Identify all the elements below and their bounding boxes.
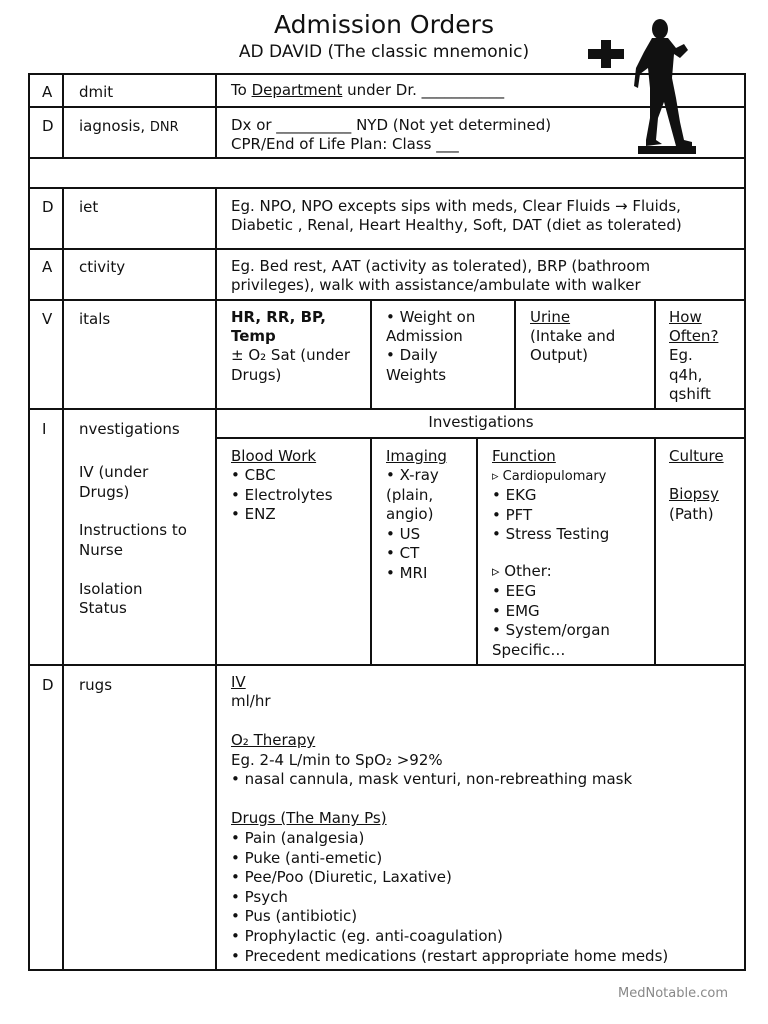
drugs-letter: D xyxy=(42,676,54,694)
row-divider xyxy=(28,187,746,189)
imaging-item: • MRI xyxy=(386,563,428,582)
vitals-drugs: Drugs) xyxy=(231,366,282,384)
function-other-item: • EEG xyxy=(492,582,537,600)
column-divider xyxy=(370,299,372,410)
watermark: MedNotable.com xyxy=(618,986,728,1001)
vitals-freq-3: Eg. xyxy=(669,346,693,364)
drugs-iv-rate: ml/hr xyxy=(231,692,271,710)
diagnosis-letter: D xyxy=(42,117,54,135)
investigations-letter: I xyxy=(42,420,47,438)
vitals-urine-head: Urine xyxy=(530,308,571,326)
function-head: Function xyxy=(492,447,556,465)
column-divider xyxy=(654,299,656,410)
admit-letter: A xyxy=(42,83,53,101)
admit-label: dmit xyxy=(79,83,114,101)
drug-item: • Prophylactic (eg. anti-coagulation) xyxy=(231,927,503,945)
table-border xyxy=(744,73,746,971)
blood-work-head: Blood Work xyxy=(231,447,317,465)
biopsy-sub: (Path) xyxy=(669,505,714,523)
vitals-label: itals xyxy=(79,310,111,328)
drug-item: • Psych xyxy=(231,887,288,906)
column-divider xyxy=(370,437,372,666)
function-item: • EKG xyxy=(492,486,537,504)
imaging-item: • CT xyxy=(386,544,420,562)
drug-item: • Pain (analgesia) xyxy=(231,829,365,847)
vitals-hr-rr-bp: HR, RR, BP, xyxy=(231,308,326,326)
drug-item: • Puke (anti-emetic) xyxy=(231,848,383,867)
medical-cross-icon xyxy=(588,40,624,68)
vitals-weight-3: • Daily xyxy=(386,346,438,364)
imaging-item: (plain, xyxy=(386,485,434,504)
function-other-item: • EMG xyxy=(492,601,540,620)
vitals-temp: Temp xyxy=(231,327,276,345)
drug-item: • Pus (antibiotic) xyxy=(231,907,358,926)
drugs-label: rugs xyxy=(79,676,113,694)
column-divider xyxy=(476,437,478,666)
drug-item: • Pee/Poo (Diuretic, Laxative) xyxy=(231,868,452,887)
imaging-item: angio) xyxy=(386,505,434,523)
vitals-freq-4: q4h, xyxy=(669,366,703,384)
vitals-urine-2: (Intake and xyxy=(530,327,616,345)
drugs-many-ps-head: Drugs (The Many Ps) xyxy=(231,809,387,827)
vitals-urine-3: Output) xyxy=(530,346,588,364)
vitals-weight-4: Weights xyxy=(386,366,447,384)
column-divider xyxy=(62,187,64,971)
row-divider xyxy=(28,299,746,301)
investigations-isolation-2: Status xyxy=(79,599,127,617)
david-statue-icon xyxy=(626,18,702,154)
column-divider xyxy=(514,299,516,410)
vitals-o2-sat: ± O₂ Sat (under xyxy=(231,346,351,364)
activity-line1: Eg. Bed rest, AAT (activity as tolerated), BRP (bathroom xyxy=(231,257,651,275)
blood-work-item: • ENZ xyxy=(231,505,276,523)
culture-head: Culture xyxy=(669,447,724,465)
diet-line2: Diabetic , Renal, Heart Healthy, Soft, DAT (diet as tolerated) xyxy=(231,216,682,234)
vitals-how-head: How xyxy=(669,308,702,326)
diet-label: iet xyxy=(79,198,99,216)
diagnosis-line1: Dx or __________ NYD (Not yet determined) xyxy=(231,116,552,134)
row-divider xyxy=(28,157,746,159)
diagnosis-line2: CPR/End of Life Plan: Class ___ xyxy=(231,135,459,153)
activity-letter: A xyxy=(42,258,53,276)
row-divider xyxy=(28,248,746,250)
function-item: • PFT xyxy=(492,505,533,524)
column-divider xyxy=(654,437,656,666)
diagnosis-label: iagnosis, DNR xyxy=(79,117,179,135)
activity-line2: privileges), walk with assistance/ambulate with walker xyxy=(231,276,641,294)
table-border xyxy=(28,73,30,971)
investigations-iv-1: IV (under xyxy=(79,463,149,481)
function-other: ▹ Other: xyxy=(492,562,552,580)
drugs-o2-line1: Eg. 2-4 L/min to SpO₂ >92% xyxy=(231,751,443,769)
imaging-item: • US xyxy=(386,524,421,543)
drugs-o2-head: O₂ Therapy xyxy=(231,731,316,749)
investigations-header: Investigations xyxy=(428,413,534,431)
column-divider xyxy=(215,73,217,159)
investigations-nurse-2: Nurse xyxy=(79,541,123,559)
blood-work-item: • Electrolytes xyxy=(231,485,333,504)
investigations-nurse-1: Instructions to xyxy=(79,521,187,539)
function-other-item: • System/organ xyxy=(492,621,610,639)
column-divider xyxy=(215,187,217,971)
vitals-weight-1: • Weight on xyxy=(386,308,476,326)
blood-work-item: • CBC xyxy=(231,466,276,484)
admit-content: To Department under Dr. ___________ xyxy=(231,81,505,99)
column-divider xyxy=(62,73,64,159)
vitals-weight-2: Admission xyxy=(386,327,463,345)
vitals-freq-5: qshift xyxy=(669,385,711,403)
row-divider xyxy=(28,664,746,666)
diet-line1: Eg. NPO, NPO excepts sips with meds, Clear Fluids → Fluids, xyxy=(231,197,681,215)
function-other-item: Specific… xyxy=(492,640,566,659)
page-subtitle: AD DAVID (The classic mnemonic) xyxy=(238,42,530,62)
row-divider xyxy=(28,408,746,410)
vitals-letter: V xyxy=(42,310,53,328)
drugs-iv-head: IV xyxy=(231,673,246,691)
table-border xyxy=(28,969,746,971)
row-divider xyxy=(28,106,746,108)
drugs-o2-line2: • nasal cannula, mask venturi, non-rebreathing mask xyxy=(231,770,633,788)
activity-label: ctivity xyxy=(79,258,126,276)
function-item: • Stress Testing xyxy=(492,525,610,543)
investigations-isolation-1: Isolation xyxy=(79,580,143,598)
imaging-head: Imaging xyxy=(386,447,447,465)
biopsy-head: Biopsy xyxy=(669,485,719,503)
function-cardiopulmonary: ▹ Cardiopulomary xyxy=(492,469,607,484)
imaging-item: • X-ray xyxy=(386,466,439,484)
diet-letter: D xyxy=(42,198,54,216)
page-title: Admission Orders xyxy=(274,10,494,39)
table-border xyxy=(28,73,746,75)
vitals-often-head: Often? xyxy=(669,327,719,345)
investigations-label: nvestigations xyxy=(79,420,180,438)
investigations-iv-2: Drugs) xyxy=(79,483,130,501)
row-divider xyxy=(216,437,746,439)
drug-item: • Precedent medications (restart appropriate home meds) xyxy=(231,946,669,965)
